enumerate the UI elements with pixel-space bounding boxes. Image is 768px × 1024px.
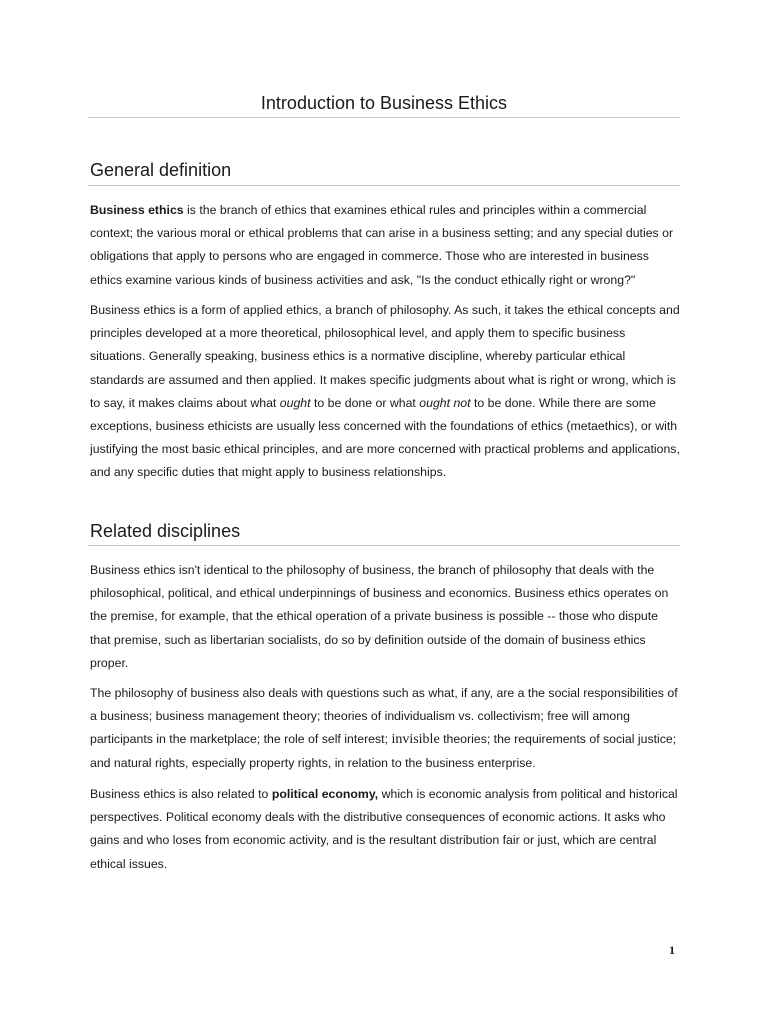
paragraph-text: theories; the requirements of social justice; and natural rights, especially property rights, in relation to the business enterprise. [90,732,677,770]
section-divider [88,545,680,546]
serif-word: invisible [391,732,440,748]
bold-term: political economy, [271,787,379,801]
italic-term: ought [279,395,311,410]
paragraph-text: to be done or what [310,395,420,410]
paragraph-text: to be done. While there are some exceptions, business ethicists are usually less concerned with the foundations of ethics (metaethics), or with justifying the most basic ethical principles, and are more concerned with practical problems and applications, and any specific duties that might apply to business relationships. [90,395,680,480]
title-divider [88,117,680,118]
section-heading-related-disciplines: Related disciplines [90,521,241,541]
paragraph-political-economy [90,783,680,876]
section-divider [88,185,680,186]
paragraph-text: which is economic analysis from political and historical perspectives. Political economy deals with the distributive consequences of economic actions. It asks who gains and who loses from economic activity, and is the resultant distribution fair or just, which are central ethical issues. [90,787,678,871]
bold-term: Business ethics [90,203,184,217]
paragraph-business-ethics-definition [90,199,680,292]
page-number: 1 [669,943,675,957]
paragraph-philosophy-of-business: Business ethics isn't identical to the philosophy of business, the branch of philosophy that deals with the philosophical, political, and ethical underpinnings of business and economics. Business ethics operates on the premise, for example, that the ethical operation of a private business is possible -- those who dispute that premise, such as libertarian socialists, do so by definition outside of the domain of business ethics proper. [90,563,669,670]
paragraph-philosophy-questions [90,682,680,775]
paragraph-text: The philosophy of business also deals with questions such as what, if any, are a the social responsibilities of a business; business management theory; theories of individualism vs. collectivism; free will among participants in the marketplace; the role of self interest; [90,686,678,747]
section-heading-general-definition: General definition [90,160,232,180]
paragraph-applied-ethics [90,299,680,485]
paragraph-text: is the branch of ethics that examines ethical rules and principles within a commercial context; the various moral or ethical problems that can arise in a business setting; and any special duties or obligations that apply to persons who are engaged in commerce. Those who are interested in business ethics examine various kinds of business activities and ask, "Is the conduct ethically right or wrong?" [90,203,674,287]
italic-term: ought not [419,395,471,410]
paragraph-text: Business ethics is also related to [90,787,272,801]
document-title: Introduction to Business Ethics [260,93,508,113]
paragraph-text: Business ethics is a form of applied ethics, a branch of philosophy. As such, it takes the ethical concepts and principles developed at a more theoretical, philosophical level, and apply them to specific business situations. Generally speaking, business ethics is a normative discipline, whereby particular ethical standards are assumed and then applied. It makes specific judgments about what is right or wrong, which is to say, it makes claims about what [90,303,680,410]
